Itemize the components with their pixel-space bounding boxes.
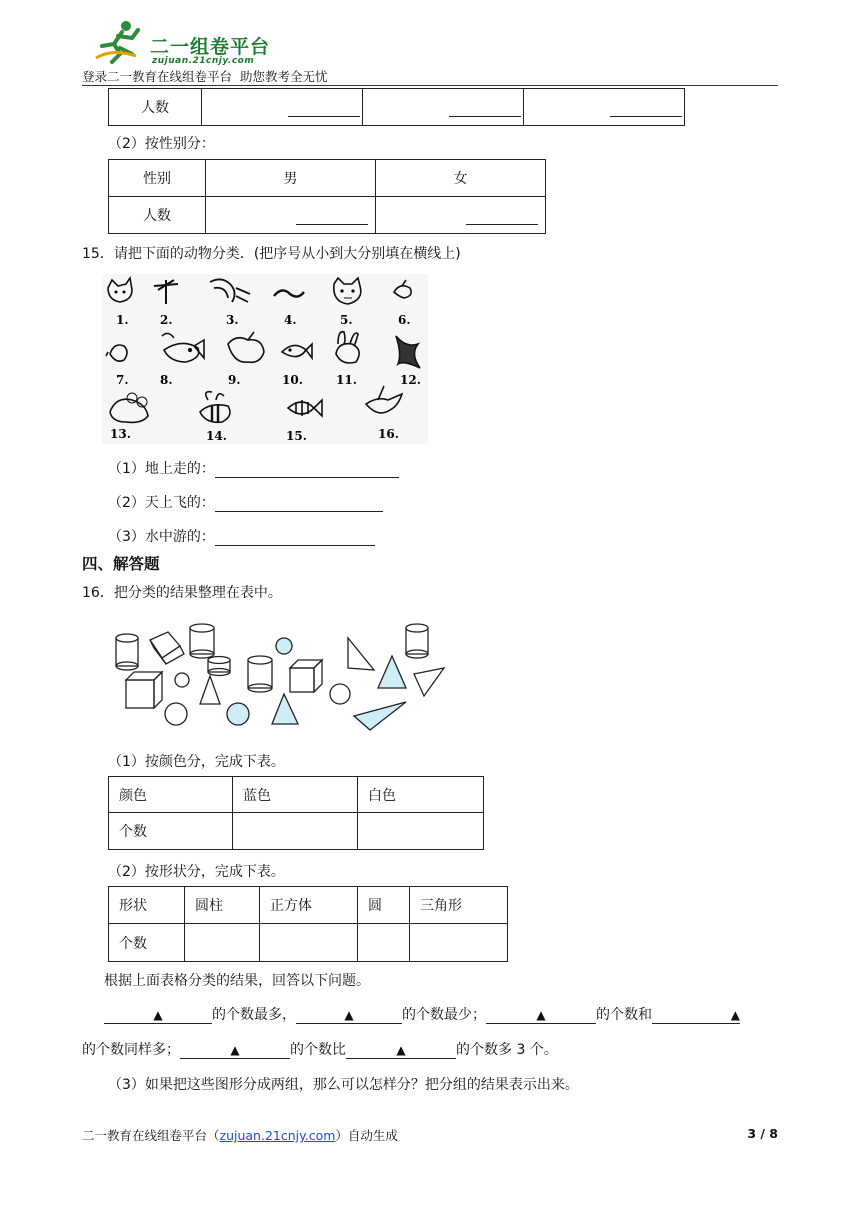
placeholder-triangle-icon: ▲	[536, 1008, 546, 1022]
footer-text: 二一教育在线组卷平台（	[82, 1128, 220, 1143]
q15-title: 15．请把下面的动物分类．(把序号从小到大分别填在横线上)	[82, 246, 461, 262]
table-cell-answer[interactable]	[358, 813, 484, 850]
swallow-icon	[396, 336, 420, 368]
q16-fill-line-1	[104, 1004, 740, 1024]
circle-shape	[175, 673, 189, 687]
q16-instruction: 根据上面表格分类的结果，回答以下问题。	[104, 973, 370, 989]
answer-line[interactable]	[215, 496, 383, 512]
table-header: 三角形	[410, 887, 508, 924]
animals-figure	[102, 274, 428, 444]
triangle-shape	[378, 656, 406, 688]
answer-blank[interactable]	[104, 1007, 212, 1024]
sentence-text: 的个数同样多；	[82, 1042, 180, 1058]
q15-sub1	[108, 458, 399, 478]
table-header: 圆柱	[185, 887, 260, 924]
table-cell-answer[interactable]	[376, 197, 546, 234]
runner-logo-icon	[92, 18, 148, 64]
tiger-head-icon	[334, 278, 361, 304]
q15-sub1-label: （1）地上走的：	[108, 461, 215, 477]
triangle-shape	[354, 702, 406, 730]
table-cell-label: 个数	[109, 813, 233, 850]
animal-number: 14.	[206, 429, 227, 443]
q16-title: 16．把分类的结果整理在表中。	[82, 585, 282, 601]
cylinder-shape	[116, 634, 138, 670]
q16-sub3: （3）如果把这些图形分成两组，那么可以怎样分？把分组的结果表示出来。	[108, 1077, 579, 1093]
animal-number: 8.	[160, 373, 173, 387]
triangle-shape	[414, 668, 444, 696]
answer-blank[interactable]	[486, 1007, 596, 1024]
cylinder-shape	[248, 656, 272, 692]
logo-subtext: zujuan.21cnjy.com	[152, 56, 255, 66]
triangle-shape	[348, 638, 374, 670]
shapes-figure	[106, 618, 452, 736]
q15-sub2	[108, 492, 383, 512]
animal-number: 1.	[116, 313, 129, 327]
cylinder-shape	[208, 657, 230, 676]
answer-blank[interactable]	[180, 1042, 290, 1059]
table-header: 圆	[358, 887, 410, 924]
animal-number: 13.	[110, 427, 131, 441]
table-header: 白色	[358, 777, 484, 813]
table-header: 男	[206, 160, 376, 197]
triangle-shape	[272, 694, 298, 724]
table-cell-label: 人数	[109, 89, 202, 126]
q15-sub3-label: （3）水中游的：	[108, 529, 215, 545]
goldfish-icon	[162, 333, 204, 362]
placeholder-triangle-icon: ▲	[730, 1008, 740, 1022]
cat-head-icon	[108, 278, 132, 302]
placeholder-triangle-icon: ▲	[153, 1008, 163, 1022]
section-title: 四、解答题	[82, 555, 160, 573]
cube-shape	[126, 672, 162, 708]
cube-shape	[290, 660, 322, 692]
answer-blank[interactable]	[346, 1042, 456, 1059]
answer-line[interactable]	[215, 530, 375, 546]
footer-link[interactable]: zujuan.21cnjy.com	[219, 1128, 336, 1143]
placeholder-triangle-icon: ▲	[344, 1008, 354, 1022]
rabbit-icon	[336, 332, 359, 363]
table-cell-answer[interactable]	[358, 924, 410, 962]
animal-number: 16.	[378, 427, 399, 441]
circle-shape	[330, 684, 350, 704]
animal-number: 11.	[336, 373, 357, 387]
sentence-text: 的个数最多，	[212, 1007, 296, 1023]
footer-source	[82, 1126, 398, 1144]
bird-small-icon	[394, 280, 411, 298]
lobster-icon	[210, 279, 250, 302]
table-cell-answer[interactable]	[260, 924, 358, 962]
answer-blank[interactable]	[652, 1007, 740, 1024]
animal-number: 7.	[116, 373, 129, 387]
q16-fill-line-2	[82, 1039, 558, 1059]
table-header: 性别	[109, 160, 206, 197]
color-table	[108, 776, 484, 850]
q16-sub1: （1）按颜色分，完成下表。	[108, 754, 285, 770]
circle-shape	[165, 703, 187, 725]
striped-fish-icon	[288, 400, 322, 416]
header-slogan: 登录二一教育在线组卷平台 助您教考全无忧	[82, 69, 328, 84]
sentence-text: 的个数最少；	[402, 1007, 486, 1023]
header-divider	[82, 85, 778, 86]
animal-number: 9.	[228, 373, 241, 387]
table-cell-answer[interactable]	[202, 89, 363, 126]
table-cell-label: 人数	[109, 197, 206, 234]
circle-shape	[276, 638, 292, 654]
gender-table	[108, 159, 546, 234]
placeholder-triangle-icon: ▲	[230, 1043, 240, 1057]
cylinder-shape	[406, 624, 428, 658]
answer-blank[interactable]	[296, 1007, 402, 1024]
worm-icon	[274, 290, 304, 296]
bee-icon	[200, 392, 230, 423]
animal-number: 12.	[400, 373, 421, 387]
table-cell-answer[interactable]	[363, 89, 524, 126]
monkey-icon	[106, 345, 127, 361]
animal-number: 3.	[226, 313, 239, 327]
page-number: 3 / 8	[747, 1126, 778, 1141]
animal-number: 15.	[286, 429, 307, 443]
animal-number: 10.	[282, 373, 303, 387]
dog-icon	[228, 332, 264, 362]
table-header: 形状	[109, 887, 185, 924]
mouse-icon	[110, 393, 148, 422]
table-cell-answer[interactable]	[410, 924, 508, 962]
table-header: 正方体	[260, 887, 358, 924]
q16-sub2: （2）按形状分，完成下表。	[108, 864, 285, 880]
q14-top-table	[108, 88, 685, 126]
logo	[92, 18, 292, 68]
q15-sub2-label: （2）天上飞的：	[108, 495, 215, 511]
sentence-text: 的个数多 3 个。	[456, 1042, 558, 1058]
animal-number: 5.	[340, 313, 353, 327]
circle-shape	[227, 703, 249, 725]
animal-number: 2.	[160, 313, 173, 327]
footer-text: ）自动生成	[335, 1128, 398, 1143]
fish-icon	[282, 344, 312, 358]
q15-sub3	[108, 526, 375, 546]
table-cell-answer[interactable]	[233, 813, 358, 850]
q14-part2-label: （2）按性别分：	[108, 136, 215, 152]
placeholder-triangle-icon: ▲	[396, 1043, 406, 1057]
animal-number: 6.	[398, 313, 411, 327]
sentence-text: 的个数和	[596, 1007, 652, 1023]
shape-table	[108, 886, 508, 962]
answer-line[interactable]	[215, 462, 399, 478]
table-header: 蓝色	[233, 777, 358, 813]
table-header: 女	[376, 160, 546, 197]
cylinder-shape	[190, 624, 214, 658]
sentence-text: 的个数比	[290, 1042, 346, 1058]
flying-bird-icon	[366, 386, 402, 413]
table-cell-answer[interactable]	[206, 197, 376, 234]
triangle-shape	[200, 676, 220, 704]
table-cell-label: 个数	[109, 924, 185, 962]
animal-number: 4.	[284, 313, 297, 327]
table-header: 颜色	[109, 777, 233, 813]
dragonfly-icon	[154, 280, 178, 304]
table-cell-answer[interactable]	[185, 924, 260, 962]
table-cell-answer[interactable]	[524, 89, 685, 126]
cube-shape	[150, 632, 184, 664]
logo-text: 二一组卷平台	[150, 36, 271, 58]
